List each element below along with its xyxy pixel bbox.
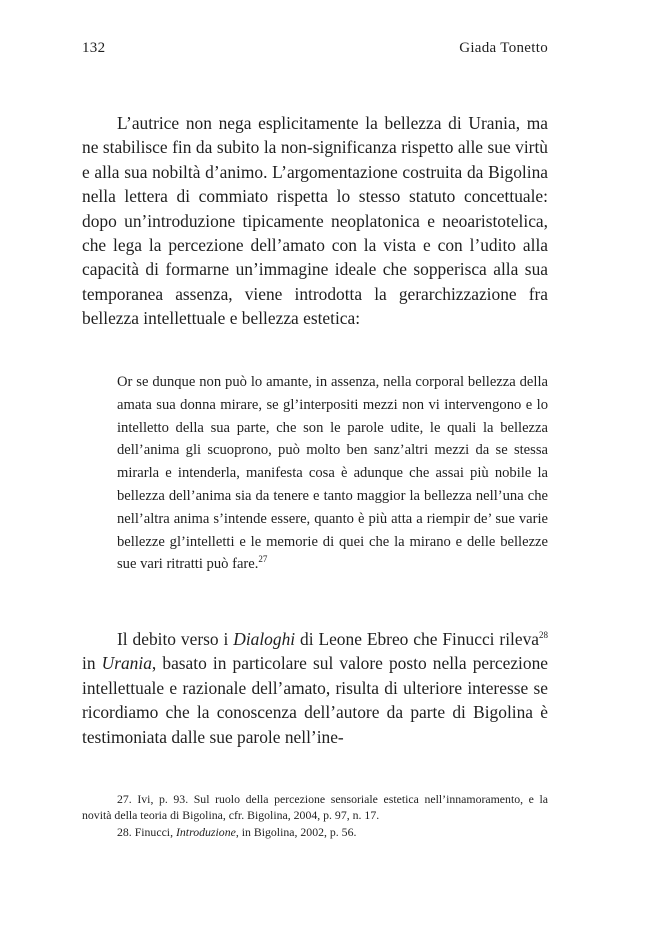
body-paragraph-2 xyxy=(82,627,548,749)
footnote-28-text-a: 28. Finucci, xyxy=(117,825,176,839)
title-dialoghi: Dialoghi xyxy=(233,629,296,649)
paragraph2-text-d: , basato in particolare sul valore posto nella percezione intellettuale e razionale dell’amato, risulta di ulteriore interesse se ricordiamo che la conoscenza dell’autore da parte di Bigolina è testimoniata dalle sue parole nell’ine- xyxy=(82,653,549,747)
title-introduzione: Introduzione xyxy=(175,825,236,839)
footnote-28-text-b: , in Bigolina, 2002, p. 56. xyxy=(235,825,357,839)
footnote-27: 27. Ivi, p. 93. Sul ruolo della percezione sensoriale estetica nell’innamoramento, e la novità della teoria di Bigolina, cfr. Bigolina, 2004, p. 97, n. 17. xyxy=(82,792,548,823)
title-urania: Urania xyxy=(101,653,152,674)
footnote-ref-27: 27 xyxy=(258,554,268,565)
footnote-28 xyxy=(82,824,548,840)
paragraph2-text-b: di Leone Ebreo che Finucci rileva xyxy=(295,629,539,649)
block-quote xyxy=(117,371,548,576)
quote-text: Or se dunque non può lo amante, in assenza, nella corporal bellezza della amata sua donna mirare, se gl’interpositi mezzi non vi intervengono e lo intelletto della sua parte, che son le parole udite, le quali la bellezza dell’anima gli scuoprono, può molto ben sanz’altri mezzi da se stessa mirarla e intenderla, manifesta cosa è adunque che assai più nobile la bellezza dell’anima sia da tenere e tanto maggior la bellezza nell’una che nell’altra anima s’intende essere, quanto è più atta a riempir de’ sue varie bellezze gl’intelletti e le memorie di quei che la mirano e delle bellezze sue vari ritratti può fare. xyxy=(117,374,548,573)
running-head-author: Giada Tonetto xyxy=(459,40,548,56)
paragraph2-text-c: in xyxy=(82,653,102,674)
page-number: 132 xyxy=(82,40,106,56)
footnote-ref-28: 28 xyxy=(539,630,548,641)
body-paragraph-1: L’autrice non nega esplicitamente la bellezza di Urania, ma ne stabilisce fin da subito la non-significanza rispetto alle sue virtù e alla sua nobiltà d’animo. L’argomentazione costruita da Bigolina nella lettera di commiato rispetta lo stesso statuto concettuale: dopo un’introduzione tipicamente neoplatonica e neoaristotelica, che lega la percezione dell’amato con la vista e con l’udito alla capacità di formarne un’immagine ideale che sopperisca alla sua temporanea assenza, viene introdotta la gerarchizzazione fra bellezza intellettuale e bellezza estetica: xyxy=(82,113,548,329)
paragraph2-text-a: Il debito verso i xyxy=(117,629,234,649)
